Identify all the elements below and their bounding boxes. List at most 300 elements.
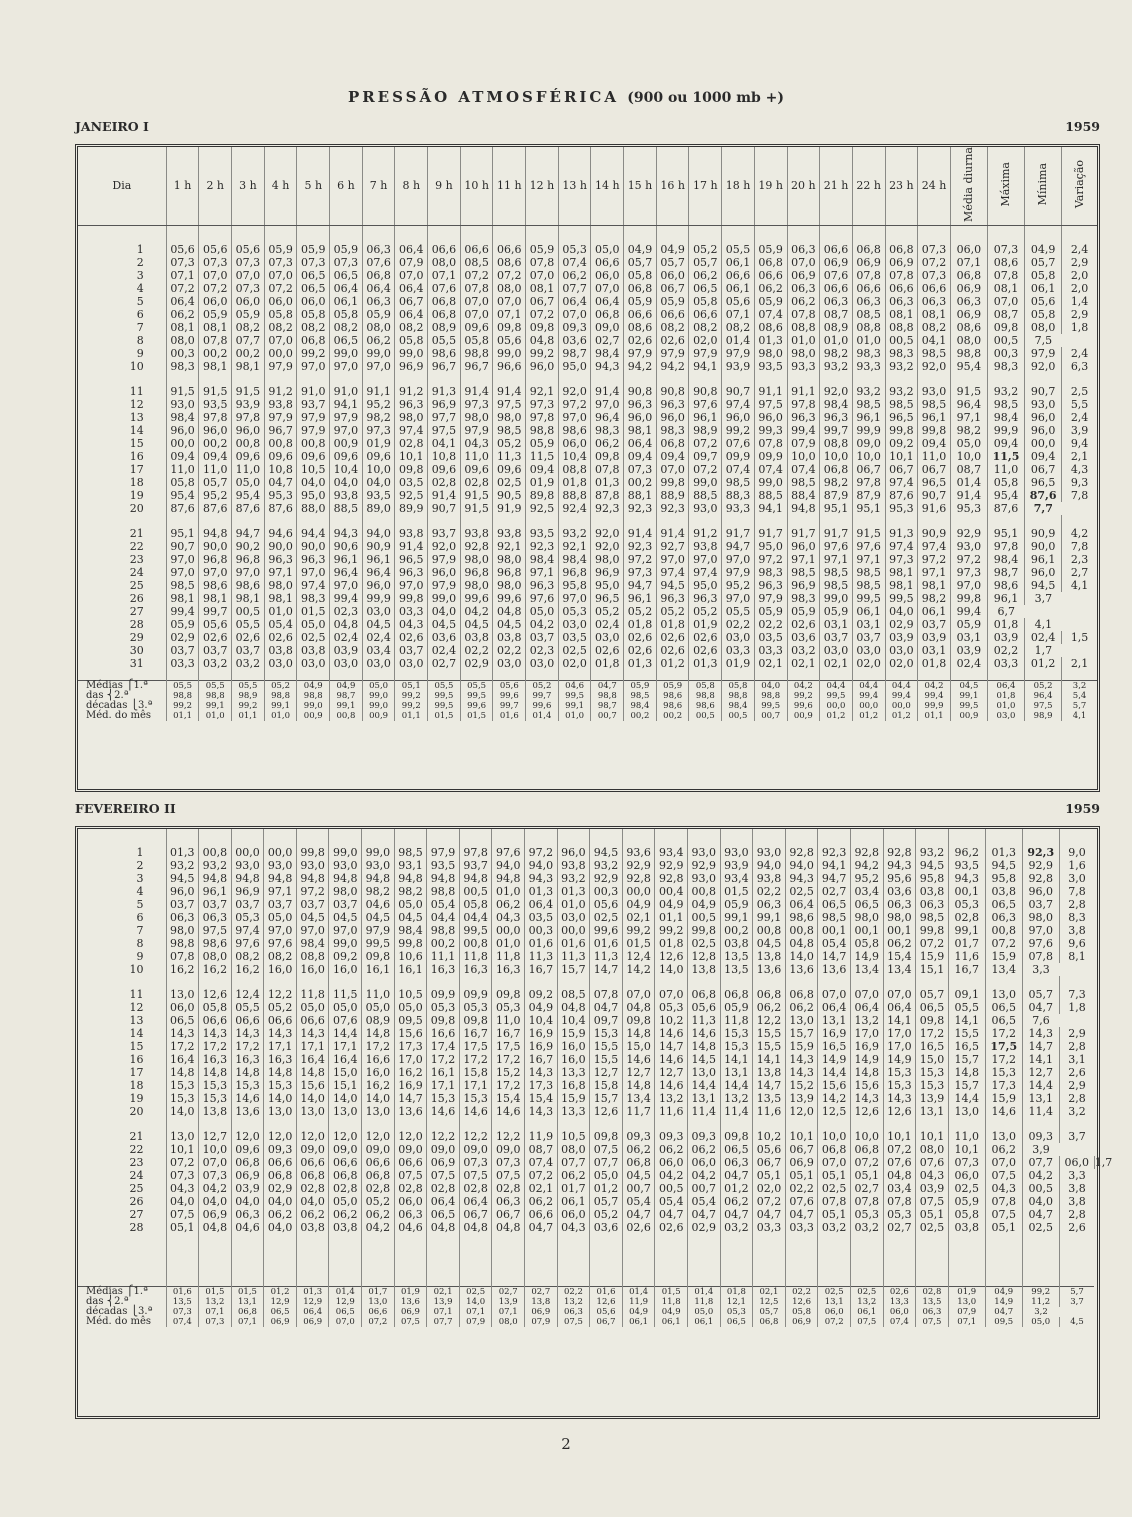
value-cell: 96,8 [493, 566, 526, 579]
value-cell: 90,8 [689, 385, 722, 398]
value-cell: 03,9 [916, 1182, 949, 1195]
value-cell: 13,4 [985, 963, 1022, 976]
value-cell: 14,4 [1022, 1079, 1059, 1092]
value-cell: 97,4 [918, 540, 951, 553]
value-cell: 04,8 [199, 1221, 232, 1234]
value-cell: 92,8 [460, 540, 493, 553]
value-cell: 06,0 [199, 295, 232, 308]
means-value: 07,2 [818, 1317, 851, 1327]
value-cell: 94,8 [362, 872, 395, 885]
value-cell: 07,6 [820, 269, 853, 282]
value-cell: 02,5 [558, 644, 591, 657]
value-cell: 96,3 [787, 411, 820, 424]
value-cell: 09,6 [428, 463, 461, 476]
value-cell: 2,9 [1062, 308, 1097, 321]
value-cell: 95,4 [987, 489, 1024, 502]
value-cell: 2,8 [1059, 1208, 1094, 1221]
means-value: 01,6 [493, 711, 526, 721]
means-value: 04,2 [918, 680, 951, 691]
value-cell: 06,3 [852, 295, 885, 308]
table-frame-january [75, 144, 1100, 792]
value-cell: 04,0 [166, 1195, 199, 1208]
value-cell: 10,1 [948, 1143, 985, 1156]
value-cell: 97,1 [820, 553, 853, 566]
value-cell: 97,0 [591, 398, 624, 411]
value-cell: 97,0 [362, 360, 395, 373]
table-row [78, 1143, 1097, 1156]
col-header-hour: 10 h [460, 147, 493, 225]
means-value: 13,9 [427, 1297, 460, 1307]
value-cell: 91,4 [460, 385, 493, 398]
value-cell: 07,3 [330, 256, 363, 269]
day-cell: 4 [136, 885, 144, 898]
value-cell: 98,3 [297, 592, 330, 605]
value-cell: 08,2 [231, 950, 264, 963]
value-cell: 07,2 [526, 308, 559, 321]
means-value: 06,1 [688, 1317, 721, 1327]
value-cell: 06,8 [950, 269, 987, 282]
value-cell: 04,8 [785, 937, 818, 950]
value-cell: 05,2 [590, 1208, 623, 1221]
table-row [78, 1105, 1097, 1118]
value-cell: 05,4 [818, 937, 851, 950]
value-cell: 01,6 [525, 937, 558, 950]
value-cell: 92,0 [918, 360, 951, 373]
value-cell: 04,5 [460, 618, 493, 631]
value-cell: 08,1 [918, 308, 951, 321]
value-cell: 96,1 [1025, 553, 1062, 566]
value-cell: 98,8 [460, 347, 493, 360]
value-cell: 96,8 [558, 566, 591, 579]
value-cell: 05,0 [394, 1001, 427, 1014]
means-value: 00,9 [362, 711, 395, 721]
value-cell: 04,0 [362, 476, 395, 489]
value-cell: 05,5 [428, 334, 461, 347]
value-cell: 91,4 [656, 527, 689, 540]
value-cell: 92,3 [624, 502, 657, 515]
value-cell: 93,2 [558, 527, 591, 540]
table-row [78, 1014, 1097, 1027]
value-cell: 05,0 [590, 1169, 623, 1182]
means-value: 13,2 [199, 1297, 232, 1307]
means-value: 06,1 [850, 1307, 883, 1317]
value-cell: 07,2 [850, 1156, 883, 1169]
col-header-hour: 15 h [624, 147, 657, 225]
value-cell: 09,4 [526, 463, 559, 476]
value-cell: 10,4 [557, 1014, 590, 1027]
value-cell: 14,3 [166, 1027, 199, 1040]
day-cell: 8 [136, 937, 144, 950]
value-cell: 01,0 [787, 334, 820, 347]
value-cell: 07,1 [493, 308, 526, 321]
value-cell: 97,1 [852, 553, 885, 566]
day-cell: 5 [136, 898, 144, 911]
value-cell: 4,1 [1025, 618, 1062, 631]
value-cell: 05,4 [264, 618, 297, 631]
value-cell: 06,4 [459, 1195, 492, 1208]
value-cell: 15,0 [916, 1053, 949, 1066]
value-cell: 12,0 [296, 1130, 329, 1143]
value-cell: 17,5 [985, 1040, 1022, 1053]
value-cell: 15,3 [199, 1079, 232, 1092]
value-cell: 03,0 [362, 605, 395, 618]
value-cell: 04,8 [492, 1221, 525, 1234]
value-cell: 07,2 [985, 937, 1022, 950]
means-value: 11,8 [655, 1297, 688, 1307]
value-cell: 04,7 [753, 1208, 786, 1221]
means-value: 99,5 [428, 701, 461, 711]
means-value: 07,5 [916, 1317, 949, 1327]
day-cell: 9 [136, 346, 144, 360]
value-cell: 05,9 [526, 437, 559, 450]
value-cell: 04,2 [655, 1169, 688, 1182]
value-cell: 90,7 [918, 489, 951, 502]
value-cell: 06,4 [624, 437, 657, 450]
means-value: 98,8 [722, 691, 755, 701]
value-cell: 02,2 [987, 644, 1024, 657]
means-value: 99,1 [330, 701, 363, 711]
value-cell: 99,2 [526, 347, 559, 360]
value-cell: 11,0 [948, 1130, 985, 1143]
value-cell: 03,8 [720, 937, 753, 950]
day-cell: 3 [136, 268, 144, 282]
value-cell: 92,0 [428, 540, 461, 553]
value-cell: 12,6 [850, 1105, 883, 1118]
value-cell: 15,4 [525, 1092, 558, 1105]
value-cell: 07,8 [885, 269, 918, 282]
value-cell: 07,8 [754, 437, 787, 450]
day-cell: 20 [129, 501, 144, 515]
value-cell: 93,0 [950, 540, 987, 553]
value-cell: 13,0 [785, 1014, 818, 1027]
value-cell: 14,9 [818, 1053, 851, 1066]
value-cell: 97,5 [428, 424, 461, 437]
day-cell: 28 [129, 1221, 144, 1234]
value-cell: 96,3 [820, 411, 853, 424]
value-cell: 97,3 [950, 566, 987, 579]
table-row [78, 1027, 1097, 1040]
value-cell: 13,4 [850, 963, 883, 976]
value-cell: 06,8 [885, 243, 918, 256]
value-cell: 15,5 [590, 1053, 623, 1066]
value-cell: 97,0 [558, 592, 591, 605]
value-cell: 03,2 [720, 1221, 753, 1234]
value-cell: 07,0 [656, 463, 689, 476]
value-cell: 1,8 [1062, 321, 1097, 334]
value-cell: 96,8 [232, 553, 265, 566]
means-value: 99,0 [362, 701, 395, 711]
value-cell: 97,0 [395, 579, 428, 592]
value-cell: 98,5 [987, 398, 1024, 411]
value-cell: 07,5 [985, 1169, 1022, 1182]
means-value: 01,1 [395, 711, 428, 721]
value-cell: 14,3 [525, 1066, 558, 1079]
means-value: 4,5 [1059, 1317, 1094, 1327]
means-value: 01,1 [918, 711, 951, 721]
value-cell: 92,8 [850, 846, 883, 859]
value-cell: 06,5 [720, 1143, 753, 1156]
value-cell: 96,5 [395, 553, 428, 566]
value-cell: 11,3 [688, 1014, 721, 1027]
value-cell: 05,6 [199, 243, 232, 256]
value-cell: 10,1 [883, 1130, 916, 1143]
value-cell: 07,8 [199, 334, 232, 347]
value-cell: 97,0 [166, 553, 199, 566]
col-header-hour: 7 h [362, 147, 395, 225]
value-cell: 14,7 [590, 963, 623, 976]
value-cell: 97,9 [722, 347, 755, 360]
value-cell: 97,9 [264, 360, 297, 373]
value-cell: 05,9 [526, 243, 559, 256]
means-value: 01,9 [948, 1287, 985, 1298]
day-cell: 13 [129, 410, 144, 424]
value-cell: 92,9 [950, 527, 987, 540]
value-cell: 91,7 [820, 527, 853, 540]
value-cell: 09,8 [916, 1014, 949, 1027]
value-cell: 01,8 [624, 618, 657, 631]
value-cell: 03,9 [885, 631, 918, 644]
value-cell: 13,0 [264, 1105, 297, 1118]
value-cell: 96,4 [362, 566, 395, 579]
value-cell: 94,8 [199, 527, 232, 540]
value-cell: 06,0 [655, 1156, 688, 1169]
value-cell: 15,7 [590, 1092, 623, 1105]
value-cell: 94,3 [785, 872, 818, 885]
value-cell: 13,6 [753, 963, 786, 976]
value-cell: 95,4 [232, 489, 265, 502]
value-cell: 09,2 [329, 950, 362, 963]
value-cell: 91,5 [852, 527, 885, 540]
value-cell: 04,3 [557, 1221, 590, 1234]
day-cell: 27 [129, 1208, 144, 1221]
value-cell: 06,6 [591, 256, 624, 269]
value-cell: 00,5 [232, 605, 265, 618]
means-value: 01,6 [166, 1287, 199, 1298]
value-cell: 03,5 [395, 476, 428, 489]
value-cell: 14,3 [525, 1105, 558, 1118]
value-cell: 13,1 [818, 1014, 851, 1027]
day-cell: 24 [129, 565, 144, 579]
value-cell: 08,9 [820, 321, 853, 334]
value-cell: 01,8 [918, 657, 951, 670]
value-cell: 97,9 [297, 424, 330, 437]
value-cell: 92,0 [591, 540, 624, 553]
means-value: 99,2 [1022, 1287, 1059, 1298]
value-cell: 03,7 [166, 644, 199, 657]
value-cell: 98,0 [754, 347, 787, 360]
value-cell: 05,6 [753, 1143, 786, 1156]
value-cell: 2,8 [1059, 898, 1094, 911]
value-cell: 1,7 [1094, 1156, 1113, 1169]
means-value: 13,5 [916, 1297, 949, 1307]
means-value: 13,6 [394, 1297, 427, 1307]
value-cell: 88,4 [787, 489, 820, 502]
value-cell: 96,7 [264, 424, 297, 437]
value-cell: 06,7 [656, 282, 689, 295]
value-cell: 10,1 [885, 450, 918, 463]
value-cell: 04,9 [525, 1001, 558, 1014]
means-value: 07,9 [525, 1317, 558, 1327]
value-cell: 14,8 [231, 1066, 264, 1079]
value-cell: 98,1 [264, 592, 297, 605]
value-cell: 2,6 [1059, 1221, 1094, 1234]
value-cell: 02,4 [330, 631, 363, 644]
value-cell: 08,2 [264, 321, 297, 334]
value-cell: 13,6 [785, 963, 818, 976]
value-cell: 04,5 [329, 911, 362, 924]
value-cell: 7,3 [1059, 988, 1094, 1001]
value-cell: 17,0 [883, 1027, 916, 1040]
value-cell: 14,6 [655, 1053, 688, 1066]
value-cell: 02,8 [460, 476, 493, 489]
value-cell: 06,0 [232, 295, 265, 308]
value-cell: 93,4 [720, 872, 753, 885]
value-cell: 05,0 [232, 476, 265, 489]
value-cell: 16,7 [525, 1053, 558, 1066]
value-cell: 98,9 [689, 424, 722, 437]
value-cell: 12,2 [264, 988, 297, 1001]
value-cell: 07,5 [394, 1169, 427, 1182]
day-cell: 14 [129, 1027, 144, 1040]
means-value: 98,4 [722, 701, 755, 711]
value-cell: 16,7 [492, 1027, 525, 1040]
value-cell: 97,9 [428, 579, 461, 592]
value-cell: 05,1 [818, 1208, 851, 1221]
value-cell: 08,6 [624, 321, 657, 334]
means-value: 07,3 [166, 1307, 199, 1317]
value-cell: 00,8 [688, 885, 721, 898]
value-cell: 16,6 [427, 1027, 460, 1040]
value-cell: 02,6 [656, 631, 689, 644]
value-cell: 95,3 [885, 502, 918, 515]
value-cell: 00,1 [818, 924, 851, 937]
col-header-hour: 12 h [526, 147, 559, 225]
value-cell: 98,6 [785, 911, 818, 924]
value-cell: 98,1 [918, 579, 951, 592]
value-cell: 03,6 [787, 631, 820, 644]
value-cell: 09,8 [987, 321, 1024, 334]
means-value: 05,5 [232, 680, 265, 691]
means-value: 99,5 [950, 701, 987, 711]
value-cell: 3,2 [1059, 1105, 1094, 1118]
value-cell: 01,4 [722, 334, 755, 347]
means-label: décadas ⎩3.ª [86, 1306, 153, 1317]
value-cell: 92,9 [655, 859, 688, 872]
value-cell: 07,2 [166, 282, 199, 295]
value-cell: 93,0 [166, 398, 199, 411]
value-cell: 04,7 [720, 1208, 753, 1221]
value-cell: 13,0 [688, 1066, 721, 1079]
value-cell: 97,3 [526, 398, 559, 411]
value-cell: 08,8 [558, 463, 591, 476]
value-cell: 96,3 [689, 592, 722, 605]
value-cell: 01,8 [558, 476, 591, 489]
value-cell: 05,9 [754, 243, 787, 256]
value-cell: 90,9 [918, 527, 951, 540]
means-value: 05,5 [428, 680, 461, 691]
value-cell: 15,9 [557, 1027, 590, 1040]
means-value: 13,8 [525, 1297, 558, 1307]
value-cell: 05,4 [655, 1195, 688, 1208]
value-cell: 06,0 [950, 243, 987, 256]
value-cell: 94,2 [656, 360, 689, 373]
means-value: 06,9 [264, 1317, 297, 1327]
value-cell: 04,8 [459, 1221, 492, 1234]
value-cell: 05,6 [199, 618, 232, 631]
value-cell: 09,4 [1025, 450, 1062, 463]
value-cell: 07,5 [459, 1169, 492, 1182]
value-cell: 96,1 [987, 592, 1024, 605]
value-cell: 09,8 [526, 321, 559, 334]
value-cell: 94,1 [818, 859, 851, 872]
value-cell: 03,9 [918, 631, 951, 644]
table-row [78, 885, 1097, 898]
value-cell: 05,1 [850, 1169, 883, 1182]
value-cell: 94,7 [232, 527, 265, 540]
value-cell: 1,6 [1059, 859, 1094, 872]
means-value: 98,7 [330, 691, 363, 701]
value-cell: 02,6 [591, 644, 624, 657]
value-cell: 08,8 [787, 321, 820, 334]
value-cell: 87,6 [166, 502, 199, 515]
value-cell: 92,3 [526, 540, 559, 553]
value-cell: 17,2 [985, 1053, 1022, 1066]
day-cell: 28 [129, 617, 144, 631]
value-cell: 97,4 [689, 566, 722, 579]
value-cell: 16,2 [166, 963, 199, 976]
value-cell: 11,8 [459, 950, 492, 963]
value-cell: 08,2 [297, 321, 330, 334]
value-cell: 93,4 [655, 846, 688, 859]
value-cell: 02,8 [394, 1182, 427, 1195]
value-cell: 99,4 [787, 424, 820, 437]
value-cell: 00,3 [987, 347, 1024, 360]
value-cell: 04,7 [1022, 1208, 1059, 1221]
means-value: 97,5 [1025, 701, 1062, 711]
day-cell: 29 [129, 630, 144, 644]
value-cell: 05,3 [427, 1001, 460, 1014]
value-cell: 94,8 [394, 872, 427, 885]
value-cell: 98,3 [787, 592, 820, 605]
value-cell: 94,3 [883, 859, 916, 872]
value-cell: 02,0 [558, 657, 591, 670]
day-cell: 26 [129, 1195, 144, 1208]
means-value: 99,5 [460, 691, 493, 701]
table-row [78, 1066, 1097, 1079]
value-cell: 07,0 [493, 295, 526, 308]
means-value: 07,9 [459, 1317, 492, 1327]
means-value: 99,6 [787, 701, 820, 711]
value-cell: 15,3 [166, 1092, 199, 1105]
value-cell: 13,2 [655, 1092, 688, 1105]
value-cell: 06,3 [916, 898, 949, 911]
value-cell: 09,6 [264, 450, 297, 463]
value-cell: 11,7 [622, 1105, 655, 1118]
table-row [78, 1195, 1097, 1208]
value-cell: 05,7 [624, 256, 657, 269]
value-cell: 96,0 [722, 411, 755, 424]
value-cell: 06,5 [330, 334, 363, 347]
value-cell: 16,9 [850, 1040, 883, 1053]
means-value: 06,8 [753, 1317, 786, 1327]
value-cell: 06,3 [985, 911, 1022, 924]
value-cell: 15,3 [720, 1040, 753, 1053]
value-cell: 06,3 [787, 243, 820, 256]
value-cell: 07,3 [232, 282, 265, 295]
value-cell: 95,4 [166, 489, 199, 502]
table-row [78, 295, 1097, 308]
value-cell: 06,0 [557, 1208, 590, 1221]
